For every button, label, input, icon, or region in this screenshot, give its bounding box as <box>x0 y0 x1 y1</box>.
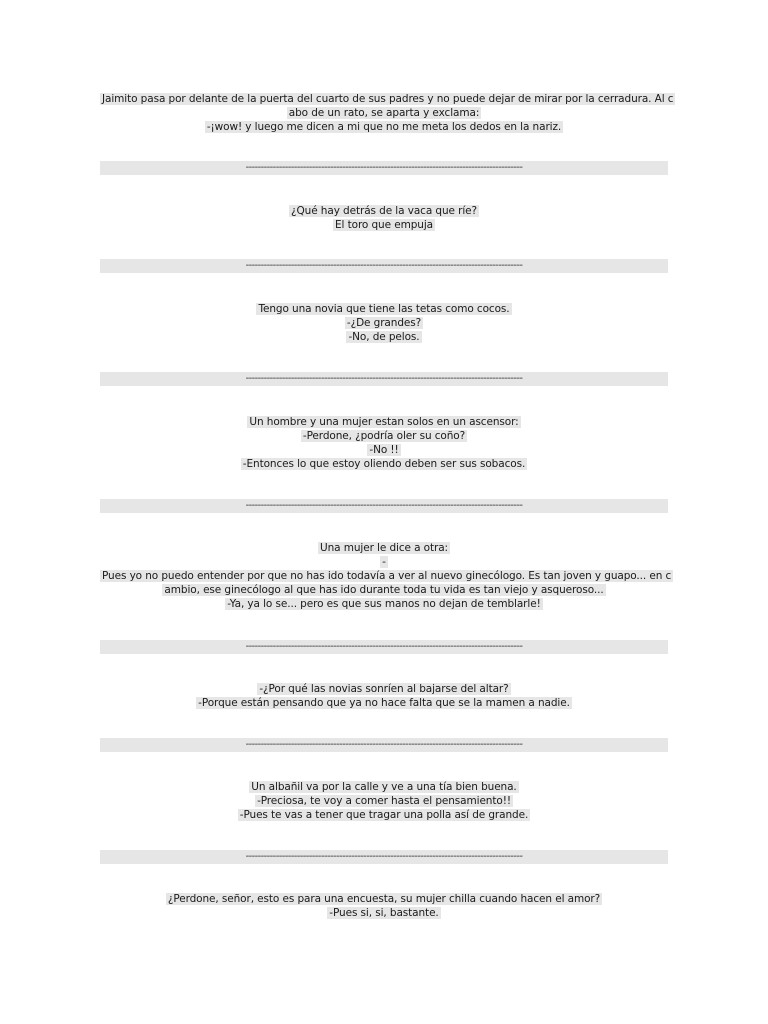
text-line: -¿De grandes? <box>346 317 422 329</box>
text-line: -¿Por qué las novias sonríen al bajarse del altar? <box>259 683 509 695</box>
text-line: -¡wow! y luego me dicen a mi que no me meta los dedos en la nariz. <box>206 121 562 133</box>
text-line: ¿Perdone, señor, esto es para una encuesta, su mujer chilla cuando hacen el amor? <box>167 893 601 905</box>
text-line: -Perdone, ¿podría oler su coño? <box>302 430 466 442</box>
joke-block-6 <box>100 682 668 710</box>
joke-block-5 <box>100 541 672 611</box>
text-line: Un albañil va por la calle y ve a una tía bien buena. <box>251 781 517 793</box>
text-line: -Entonces lo que estoy oliendo deben ser sus sobacos. <box>242 458 526 470</box>
text-line: -Pues si, si, bastante. <box>329 907 439 919</box>
separator-1: -------------------------------------------------------------------------------------------- <box>100 161 668 175</box>
text-line: El toro que empuja <box>335 219 433 231</box>
joke-block-4 <box>100 415 668 471</box>
text-line: -No !! <box>369 444 399 456</box>
text-line: Tengo una novia que tiene las tetas como cocos. <box>258 303 510 315</box>
text-line: abo de un rato, se aparta y exclama: <box>288 107 480 119</box>
text-line: -Ya, ya lo se... pero es que sus manos no dejan de temblarle! <box>227 598 541 610</box>
text-line: ¿Qué hay detrás de la vaca que ríe? <box>291 205 477 217</box>
separator-6: -------------------------------------------------------------------------------------------- <box>100 738 668 752</box>
joke-block-7 <box>100 780 668 822</box>
text-line: Jaimito pasa por delante de la puerta del cuarto de sus padres y no puede dejar de mirar por la cerradura. Al c <box>102 93 674 105</box>
separator-4: -------------------------------------------------------------------------------------------- <box>100 499 668 513</box>
text-line: - <box>382 556 386 568</box>
text-line: ambio, ese ginecólogo al que has ido durante toda tu vida es tan viejo y asqueroso... <box>164 584 604 596</box>
text-line: -Preciosa, te voy a comer hasta el pensamiento!! <box>257 795 511 807</box>
separator-3: -------------------------------------------------------------------------------------------- <box>100 372 668 386</box>
text-line: Un hombre y una mujer estan solos en un ascensor: <box>249 416 519 428</box>
text-line: -Pues te vas a tener que tragar una polla así de grande. <box>239 809 529 821</box>
separator-5: -------------------------------------------------------------------------------------------- <box>100 640 668 654</box>
separator-7: -------------------------------------------------------------------------------------------- <box>100 850 668 864</box>
joke-block-3 <box>100 302 668 344</box>
text-line: -Porque están pensando que ya no hace falta que se la mamen a nadie. <box>198 697 570 709</box>
separator-2: -------------------------------------------------------------------------------------------- <box>100 259 668 273</box>
joke-block-8 <box>100 892 668 920</box>
text-line: Una mujer le dice a otra: <box>320 542 448 554</box>
joke-block-2 <box>100 204 668 232</box>
text-line: -No, de pelos. <box>348 331 420 343</box>
joke-block-1 <box>100 92 674 134</box>
text-line: Pues yo no puedo entender por que no has ido todavía a ver al nuevo ginecólogo. Es tan joven y guapo... en c <box>102 570 672 582</box>
